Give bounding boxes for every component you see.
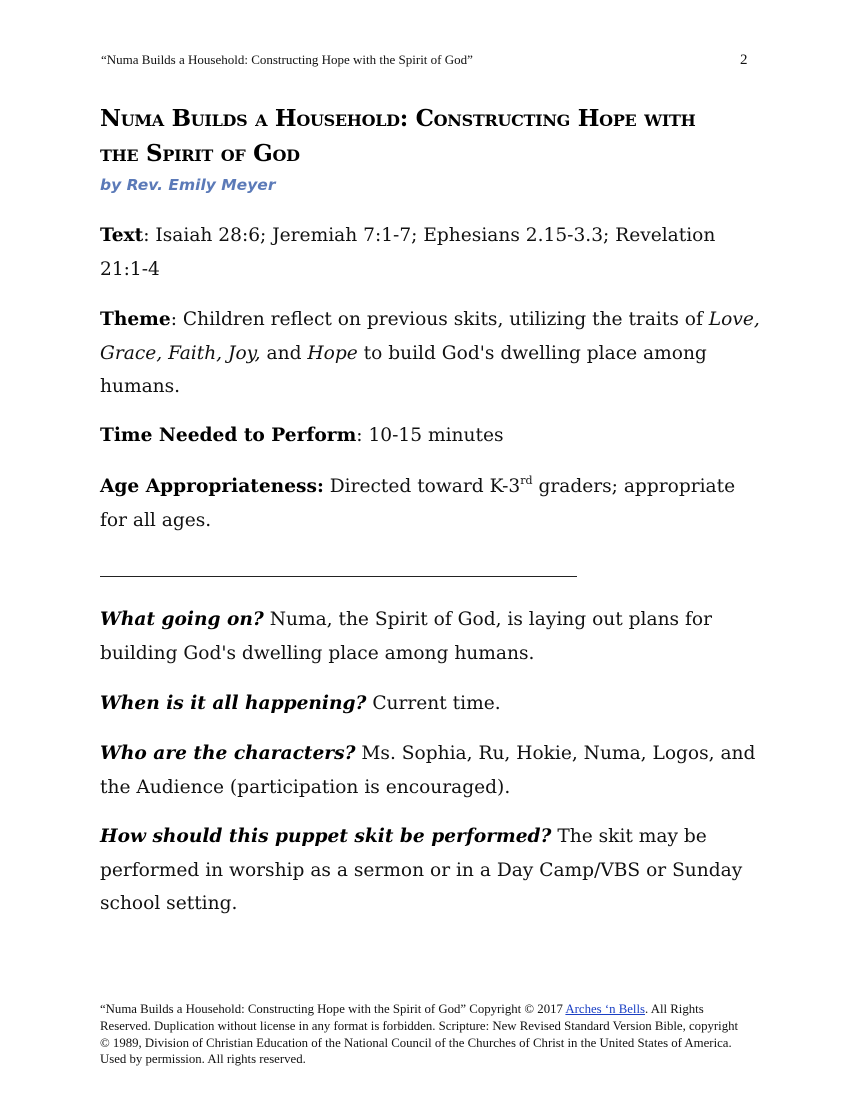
- page-title: [100, 101, 760, 171]
- question-label: Who are the characters?: [100, 743, 356, 764]
- question-label: When is it all happening?: [100, 693, 367, 714]
- footer-text-before-link: “Numa Builds a Household: Constructing Hope with the Spirit of God” Copyright © 2017: [100, 1002, 566, 1016]
- theme-section: [100, 303, 760, 404]
- scripture-text-label: Text: [100, 225, 144, 246]
- question-answer: Ms. Sophia, Ru, Hokie, Numa, Logos, and the Audience (participation is encouraged).: [100, 743, 756, 798]
- age-appropriateness-label: Age Appropriateness:: [100, 476, 324, 497]
- question-how-performed: [100, 820, 760, 921]
- author-byline: by Rev. Emily Meyer: [100, 176, 276, 194]
- page-title-line-1: Numa Builds a Household: Constructing Hope with: [100, 105, 696, 132]
- theme-hope: Hope: [307, 342, 358, 364]
- question-label: What going on?: [100, 609, 264, 630]
- theme-label: Theme: [100, 309, 171, 330]
- theme-rest: to build God's dwelling place among humans.: [100, 342, 707, 397]
- time-needed-label: Time Needed to Perform: [100, 425, 357, 446]
- page-title-line-2: the Spirit of God: [100, 140, 300, 167]
- age-appropriateness-value: Directed toward K-3: [323, 476, 521, 497]
- theme-intro: : Children reflect on previous skits, utilizing the traits of: [170, 309, 709, 330]
- time-needed-value: : 10-15 minutes: [356, 425, 504, 446]
- question-answer: Current time.: [366, 693, 501, 714]
- page-number: 2: [740, 52, 748, 68]
- question-answer: Numa, the Spirit of God, is laying out plans for building God's dwelling place among humans.: [100, 609, 712, 664]
- question-when-happening: [100, 687, 760, 721]
- arches-n-bells-link[interactable]: Arches ‘n Bells: [565, 1002, 646, 1016]
- scripture-text-value: : Isaiah 28:6; Jeremiah 7:1-7; Ephesians 2.15-3.3; Revelation 21:1-4: [100, 225, 716, 280]
- age-appropriateness-value-rest: graders; appropriate for all ages.: [100, 476, 736, 531]
- theme-and: and: [260, 342, 308, 364]
- question-what-going-on: [100, 603, 760, 670]
- footer-text-after-link: . All Rights Reserved. Duplication without license in any format is forbidden. Scripture: New Revised Standard Version Bible, copyright © 1989, Division of Christian Education of the National Council of the Churches of Christ in the United States of America. Used by permission. All rights reserved.: [100, 1002, 739, 1067]
- theme-traits: Love, Grace, Faith, Joy,: [100, 309, 760, 364]
- running-header-title: “Numa Builds a Household: Constructing Hope with the Spirit of God”: [101, 52, 473, 67]
- question-characters: [100, 737, 760, 804]
- copyright-footer: [100, 1001, 750, 1068]
- scripture-text-section: [100, 219, 760, 286]
- time-needed-section: [100, 419, 760, 453]
- section-divider: [100, 576, 577, 577]
- ordinal-superscript: rd: [520, 474, 533, 487]
- question-label: How should this puppet skit be performed?: [100, 826, 552, 847]
- age-appropriateness-section: [100, 470, 760, 537]
- question-answer: The skit may be performed in worship as a sermon or in a Day Camp/VBS or Sunday school setting.: [100, 826, 743, 914]
